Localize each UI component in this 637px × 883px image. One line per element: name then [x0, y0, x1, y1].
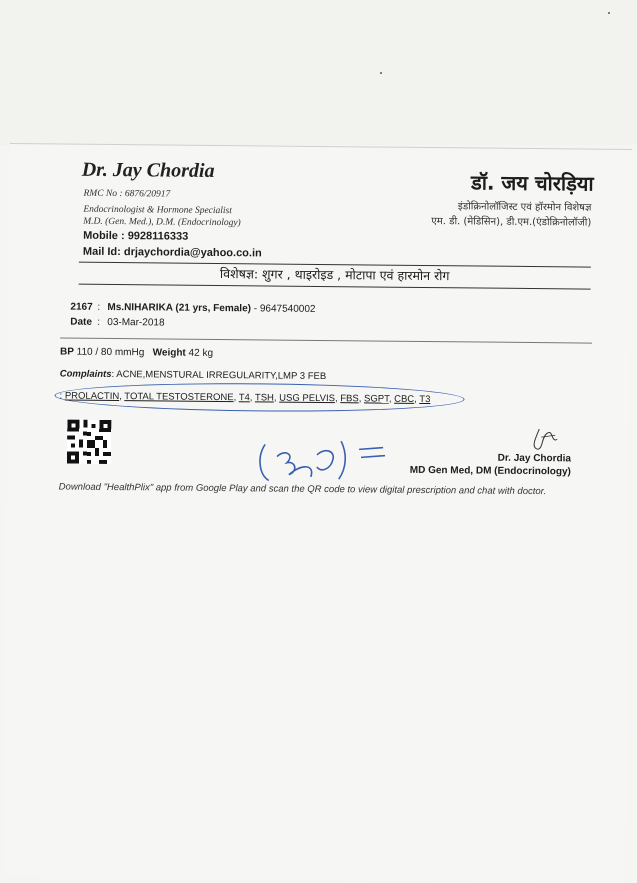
qr-code-icon[interactable]: [67, 420, 111, 464]
specialization-band: विशेषज्ञ: शुगर , थाइरोइड , मोटापा एवं हारमोन रोग: [219, 266, 450, 284]
test-item: T3: [419, 393, 431, 406]
bp-value: 110 / 80 mmHg: [76, 346, 145, 359]
vitals-row: [60, 346, 213, 358]
vitals-rule: [60, 337, 592, 343]
weight-label: Weight: [152, 347, 186, 359]
test-item: USG PELVIS: [279, 392, 336, 405]
doctor-name-en: Dr. Jay Chordia: [81, 158, 215, 182]
test-item: PROLACTIN: [64, 390, 120, 403]
scan-speck: [380, 72, 382, 74]
complaints-label: Complaints: [59, 368, 112, 380]
bp-label: BP: [59, 346, 74, 358]
date-label: Date: [70, 316, 93, 328]
complaints-row: [60, 368, 327, 382]
app-download-note: Download "HealthPlix" app from Google Play and scan the QR code to view digital prescription and chat with doctor.: [58, 481, 547, 498]
patient-phone: - 9647540002: [250, 303, 316, 315]
scan-background: [0, 0, 637, 145]
tests-list: : PROLACTIN, TOTAL TESTOSTERONE, T4, TSH, USG PELVIS, FBS, SGPT, CBC, T3: [59, 390, 431, 406]
patient-details: [107, 302, 315, 315]
mail-id: Mail Id: drjaychordia@yahoo.co.in: [82, 245, 262, 260]
signature-mark: [527, 425, 561, 453]
test-item: T4: [238, 392, 250, 404]
test-item: SGPT: [363, 393, 389, 405]
tests-prefix: :: [59, 390, 65, 402]
degrees-hi: एम. डी. (मेडिसिन), डी.एम.(एंडोक्रिनोलॉजी): [431, 216, 592, 229]
patient-id: 2167: [70, 301, 93, 313]
specialty-en: Endocrinologist & Hormone Specialist: [83, 204, 232, 217]
test-item: FBS: [340, 393, 359, 405]
scan-speck: [608, 12, 610, 14]
patient-colon: :: [97, 301, 101, 313]
doctor-name-hi: डॉ. जय चोरड़िया: [470, 170, 594, 196]
signature-degrees: MD Gen Med, DM (Endocrinology): [409, 464, 571, 478]
patient-name: Ms.NIHARIKA (21 yrs, Female): [107, 301, 252, 315]
test-item: CBC: [394, 393, 415, 405]
date-colon: :: [97, 316, 101, 328]
signature-name: Dr. Jay Chordia: [497, 452, 572, 465]
test-item: TSH: [254, 392, 274, 404]
handwritten-note: [255, 436, 395, 487]
visit-date: 03-Mar-2018: [107, 316, 165, 329]
rmc-number: RMC No : 6876/20917: [83, 188, 171, 200]
specialty-hi: इंडोक्रिनोलॉजिस्ट एवं हॉरमोन विशेषज्ञ: [457, 201, 592, 214]
weight-value: 42 kg: [188, 347, 214, 359]
prescription-sheet: [3, 143, 632, 883]
mobile-number: Mobile : 9928116333: [83, 229, 189, 243]
degrees-en: M.D. (Gen. Med.), D.M. (Endocrinology): [83, 216, 241, 229]
complaints-text: : ACNE,MENSTURAL IRREGULARITY,LMP 3 FEB: [111, 368, 327, 383]
test-item: TOTAL TESTOSTERONE: [124, 391, 234, 404]
